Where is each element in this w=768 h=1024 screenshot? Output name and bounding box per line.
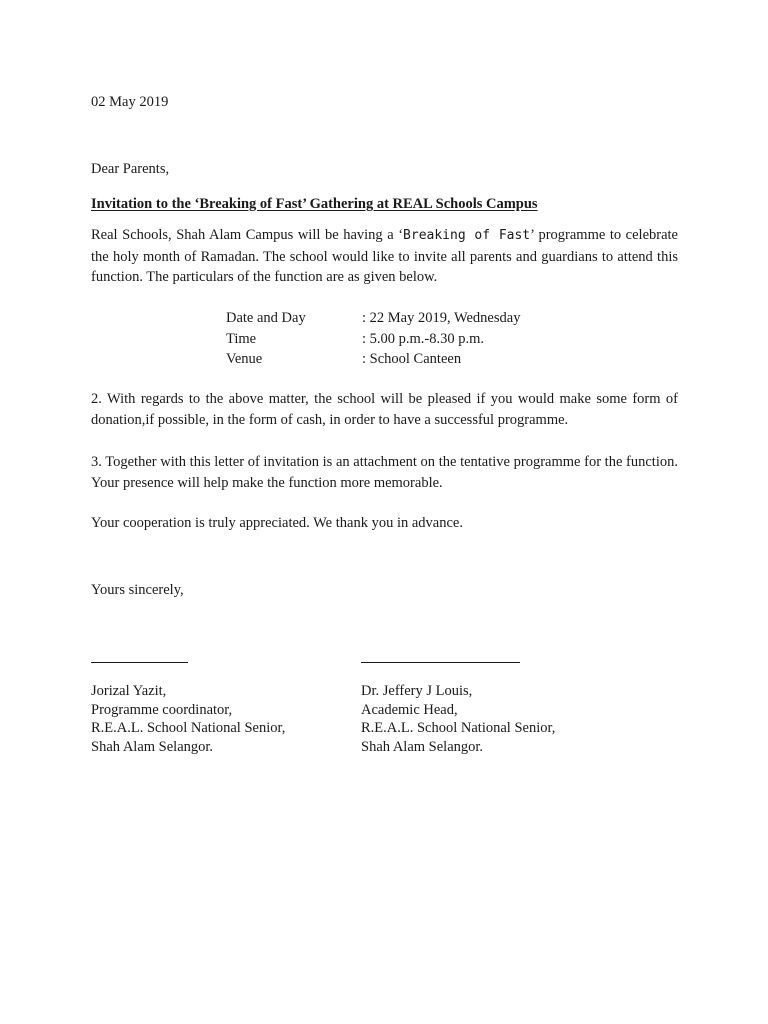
thanks-paragraph: Your cooperation is truly appreciated. We thank you in advance. bbox=[91, 515, 463, 531]
signatory-title: Academic Head, bbox=[361, 701, 458, 718]
signatory-location: Shah Alam Selangor. bbox=[91, 738, 214, 755]
letter-page bbox=[91, 0, 678, 1024]
detail-value: : School Canteen bbox=[362, 351, 462, 367]
detail-row-venue bbox=[226, 349, 520, 370]
salutation: Dear Parents, bbox=[91, 161, 170, 177]
signatory-name: Dr. Jeffery J Louis, bbox=[361, 683, 473, 699]
signatory-title: Programme coordinator, bbox=[91, 701, 233, 718]
signatory-name: Jorizal Yazit, bbox=[91, 683, 167, 699]
detail-value: : 5.00 p.m.-8.30 p.m. bbox=[362, 330, 485, 347]
letter-date: 02 May 2019 bbox=[91, 94, 169, 110]
detail-value: : 22 May 2019, Wednesday bbox=[362, 310, 521, 326]
signature-line-left bbox=[91, 662, 188, 663]
intro-text-start: Real Schools, Shah Alam Campus will be having a ‘ bbox=[91, 227, 404, 243]
intro-text-end: ’ programme to celebrate the holy month of Ramadan. The school would like to invite all parents and guardians to attend this function. The particulars of the function are as given below. bbox=[91, 227, 678, 285]
detail-label: Time bbox=[226, 330, 257, 347]
intro-paragraph bbox=[91, 225, 678, 288]
detail-label: Venue bbox=[226, 351, 263, 367]
detail-row-time bbox=[226, 329, 520, 350]
detail-row-date bbox=[226, 308, 520, 329]
closing-line: Yours sincerely, bbox=[91, 582, 184, 598]
intro-event-name: Breaking of Fast bbox=[403, 228, 531, 243]
attachment-paragraph: 3. Together with this letter of invitation is an attachment on the tentative programme for the function. Your presence will help make the function more memorable. bbox=[91, 454, 678, 491]
signatory-location: Shah Alam Selangor. bbox=[361, 738, 484, 755]
signatory-organization: R.E.A.L. School National Senior, bbox=[361, 720, 556, 736]
donation-paragraph: 2. With regards to the above matter, the school will be pleased if you would make some form of donation,if possible, in the form of cash, in order to have a successful programme. bbox=[91, 391, 678, 428]
signature-line-right bbox=[361, 662, 520, 663]
detail-label: Date and Day bbox=[226, 310, 306, 326]
subject-line: Invitation to the ‘Breaking of Fast’ Gathering at REAL Schools Campus bbox=[91, 196, 538, 212]
signatory-right bbox=[361, 681, 555, 755]
signatory-left bbox=[91, 681, 285, 755]
signatory-organization: R.E.A.L. School National Senior, bbox=[91, 720, 286, 736]
event-details bbox=[226, 308, 520, 370]
